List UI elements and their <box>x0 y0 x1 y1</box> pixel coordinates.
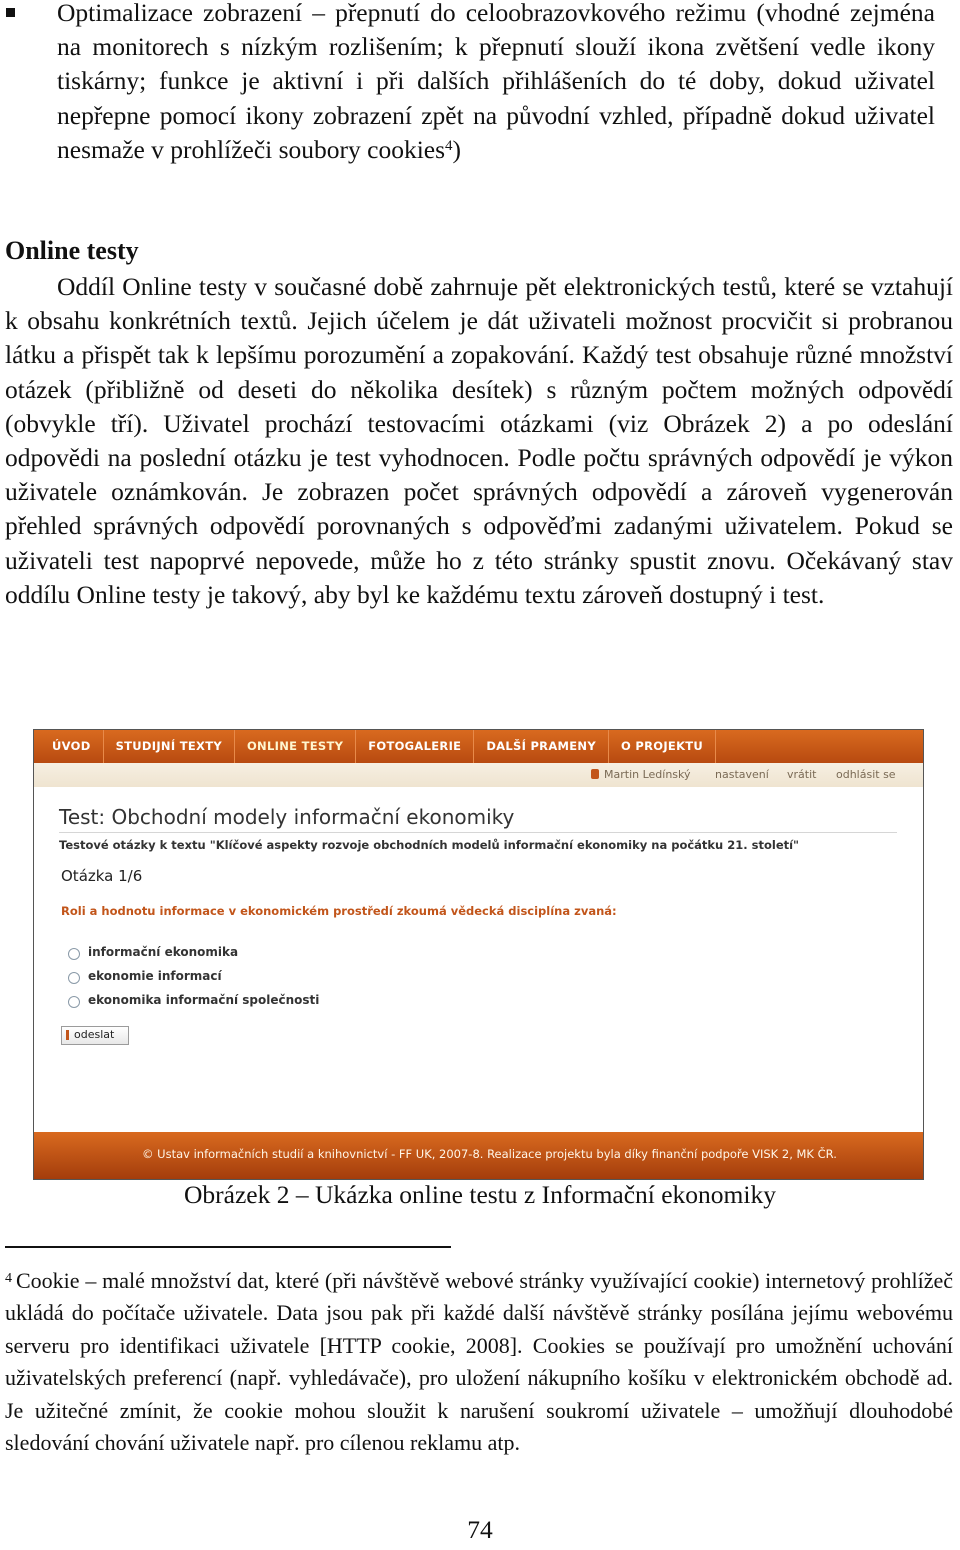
nav-dalsi-prameny[interactable]: DALŠÍ PRAMENY <box>474 730 609 763</box>
test-screenshot <box>33 729 924 1180</box>
test-title: Test: Obchodní modely informační ekonomiky <box>59 805 515 829</box>
footnote-number: 4 <box>5 1271 12 1286</box>
footnote-divider <box>5 1246 451 1248</box>
back-link[interactable]: vrátit <box>787 768 817 781</box>
title-divider <box>59 832 897 833</box>
figure-caption: Obrázek 2 – Ukázka online testu z Informační ekonomiky <box>184 1180 776 1209</box>
footer-text: © Ustav informačních studií a knihovnictví - FF UK, 2007-8. Realizace projektu byla díky finanční podpoře VISK 2, MK ČR. <box>142 1147 837 1161</box>
footnote-reference: 4 <box>445 137 453 154</box>
main-navigation <box>34 730 923 763</box>
bullet-text: Optimalizace zobrazení – přepnutí do celoobrazovkového režimu (vhodné zejména na monitorech s nízkým rozlišením; k přepnutí slouží ikona zvětšení vedle ikony tiskárny; funkce je aktivní i při dalších přihlášeních do té doby, dokud uživatel nepřepne pomocí ikony zobrazení zpět na původní vzhled, případně dokud uživatel nesmaže v prohlížeči soubory cookies$^4$) <box>57 0 935 164</box>
test-content <box>34 787 923 1132</box>
page-number: 74 <box>467 1515 493 1544</box>
nav-o-projektu[interactable]: O PROJEKTU <box>609 730 716 763</box>
nav-studijni-texty[interactable]: STUDIJNÍ TEXTY <box>104 730 235 763</box>
answer-label: ekonomika informační společnosti <box>88 993 320 1007</box>
site-footer <box>34 1132 923 1179</box>
section-body: Oddíl Online testy v současné době zahrnuje pět elektronických testů, které se vztahují k obsahu konkrétních textů. Jejich účelem je dát uživateli možnost procvičit si probranou látku a přispět tak k lepšímu porozumění a zopakování. Každý test obsahuje různé množství otázek (přibližně od deseti do několika desítek) s různým počtem možných odpovědí (obvykle tří). Uživatel prochází testovacími otázkami (viz Obrázek 2) a po odeslání odpovědi na poslední otázku je test vyhodnocen. Podle počtu správných odpovědí je výkon uživatele oznámkován. Je zobrazen počet správných odpovědí a zároveň vygenerován přehled správných odpovědí porovnaných s odpověďmi zadanými uživatelem. Pokud se uživateli test napoprvé nepovede, může ho z této stránky spustit znovu. Očekávaný stav oddílu Online testy je takový, aby byl ke každému textu zároveň dostupný i test. <box>5 272 953 609</box>
nav-uvod[interactable]: ÚVOD <box>34 730 104 763</box>
section-heading: Online testy <box>5 236 139 265</box>
user-name: Martin Ledínský <box>604 768 691 781</box>
radio-button[interactable] <box>68 996 80 1008</box>
submit-label: odeslat <box>74 1028 115 1041</box>
bullet-marker <box>6 8 15 17</box>
radio-button[interactable] <box>68 948 80 960</box>
question-number: Otázka 1/6 <box>61 867 143 885</box>
answer-label: informační ekonomika <box>88 945 239 959</box>
test-subtitle: Testové otázky k textu "Klíčové aspekty rozvoje obchodních modelů informační ekonomiky na počátku 21. století" <box>59 838 800 852</box>
footnote-text: Cookie – malé množství dat, které (při návštěvě webové stránky využívající cookie) internetový prohlížeč ukládá do počítače uživatele. Data jsou pak při každé další návštěvě stránky posílána jejímu webovému serveru pro identifikaci uživatele [HTTP cookie, 2008]. Cookies se používají pro umožnění uchování uživatelských preferencí (např. vyhledávače), pro uložení nákupního košíku v elektronickém obchodě ad. Je užitečné zmínit, že cookie mohou sloužit k narušení soukromí uživatele – umožňují dlouhodobé sledování chování uživatele např. pro cílenou reklamu atp. <box>5 1268 953 1456</box>
user-bar <box>34 763 923 787</box>
submit-icon <box>66 1030 69 1040</box>
submit-button[interactable] <box>61 1026 129 1045</box>
user-icon <box>591 769 599 779</box>
nav-fotogalerie[interactable]: FOTOGALERIE <box>356 730 474 763</box>
logout-link[interactable]: odhlásit se <box>836 768 896 781</box>
footnote <box>5 1265 953 1459</box>
nav-online-testy[interactable]: ONLINE TESTY <box>235 730 356 763</box>
question-text: Roli a hodnotu informace v ekonomickém prostředí zkoumá vědecká disciplína zvaná: <box>61 904 617 918</box>
answer-label: ekonomie informací <box>88 969 222 983</box>
settings-link[interactable]: nastavení <box>715 768 769 781</box>
radio-button[interactable] <box>68 972 80 984</box>
